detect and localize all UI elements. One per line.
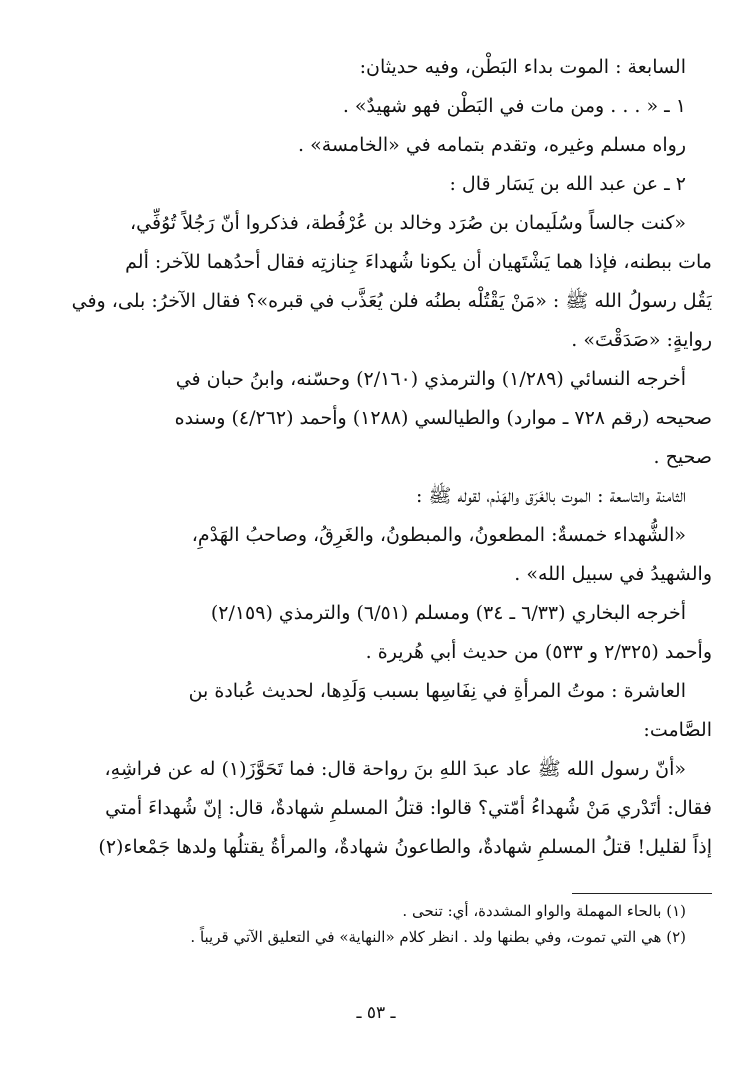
text-line: أخرجه النسائي (١/٢٨٩) والترمذي (٢/١٦٠) وحسّنه، وابنُ حبان في xyxy=(175,368,686,390)
text-line: الثامنة والتاسعة : الموت بالغَرَق والهَدْم، لقوله ﷺ : xyxy=(416,485,686,507)
text-line: يَقُل رسولُ الله ﷺ : «مَنْ يَقْتُلْه بطنُه فلن يُعَذَّب في قبره»؟ فقال الآخرُ: بلى، وفي xyxy=(71,290,712,312)
text-line: والشهيدُ في سبيل الله» . xyxy=(514,563,712,585)
text-line: «كنت جالساً وسُلَيمان بن صُرَد وخالد بن عُرْفُطة، فذكروا أنّ رَجُلاً تُوُفِّي، xyxy=(130,212,686,234)
text-line: وأحمد (٢/٣٢٥ و ٥٣٣) من حديث أبي هُريرة . xyxy=(365,641,712,663)
text-line: أخرجه البخاري (٦/٣٣ ـ ٣٤) ومسلم (٦/٥١) والترمذي (٢/١٥٩) xyxy=(210,602,686,624)
main-text xyxy=(62,48,712,867)
page-number: ـ ٥٣ ـ xyxy=(356,1003,396,1023)
text-line: «الشُّهداء خمسةٌ: المطعونُ، والمبطونُ، والغَرِقُ، وصاحبُ الهَدْمِ، xyxy=(191,524,686,546)
text-line: السابعة : الموت بداء البَطْن، وفيه حديثان: xyxy=(359,56,686,78)
text-line: روايةٍ: «صَدَقْتَ» . xyxy=(571,329,712,351)
text-line: صحيح . xyxy=(653,446,712,468)
footnotes xyxy=(62,898,712,950)
text-line: الصَّامت: xyxy=(643,719,712,741)
text-line: «أنّ رسول الله ﷺ عاد عبدَ اللهِ بنَ رواحة قال: فما تَحَوَّزَ(١) له عن فراشِهِ، xyxy=(104,758,686,780)
text-line: رواه مسلم وغيره، وتقدم بتمامه في «الخامسة» . xyxy=(298,134,686,156)
text-line: إذاً لقليل! قتلُ المسلمِ شهادةٌ، والطاعونُ شهادةٌ، والمرأةُ يقتلُها ولدها جَمْعاء(٢) xyxy=(98,836,712,858)
text-line: العاشرة : موتُ المرأةِ في نِفَاسِها بسبب وَلَدِها، لحديث عُبادة بن xyxy=(188,680,686,702)
text-line: ٢ ـ عن عبد الله بن يَسَار قال : xyxy=(449,173,686,195)
text-line: صحيحه (رقم ٧٢٨ ـ موارد) والطيالسي (١٢٨٨) وأحمد (٤/٢٦٢) وسنده xyxy=(174,407,712,429)
footnote: (٢) هي التي تموت، وفي بطنها ولد . انظر كلام «النهاية» في التعليق الآتي قريباً . xyxy=(190,928,686,946)
footnote-separator xyxy=(572,893,712,894)
footnote: (١) بالحاء المهملة والواو المشددة، أي: تنحى . xyxy=(402,902,686,920)
text-line: فقال: أتَدْري مَنْ شُهداءُ أمّتي؟ قالوا: قتلُ المسلمِ شهادةٌ، قال: إنّ شُهداءَ أمتي xyxy=(105,797,712,819)
text-line: ١ ـ « . . . ومن مات في البَطْن فهو شهيدٌ» . xyxy=(342,95,686,117)
text-line: مات ببطنه، فإذا هما يَشْتَهيان أن يكونا شُهداءَ جِنازتِه فقال أحدُهما للآخر: ألم xyxy=(125,251,712,273)
